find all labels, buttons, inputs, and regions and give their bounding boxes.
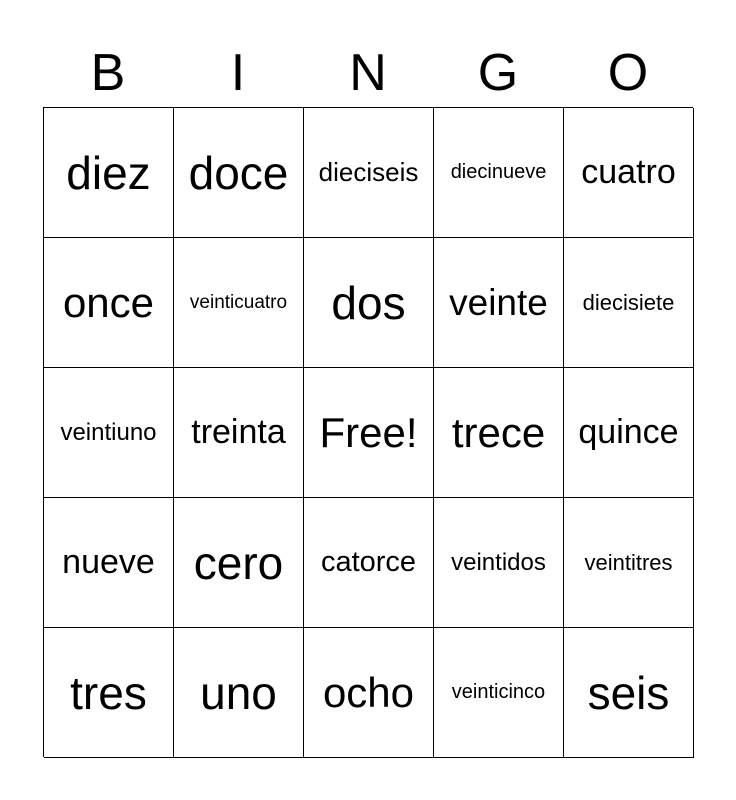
bingo-cell-r2-c5[interactable]: diecisiete [564,238,694,368]
bingo-cell-r2-c1[interactable]: once [44,238,174,368]
bingo-cell-r5-c5[interactable]: seis [564,628,694,758]
bingo-board [43,107,693,757]
header-letter-g: G [477,44,519,102]
bingo-cell-r2-c4[interactable]: veinte [434,238,564,368]
bingo-cell-r3-c1[interactable]: veintiuno [44,368,174,498]
bingo-cell-r1-c5[interactable]: cuatro [564,108,694,238]
bingo-cell-r1-c2[interactable]: doce [174,108,304,238]
bingo-cell-r3-c2[interactable]: treinta [174,368,304,498]
bingo-cell-r3-c5[interactable]: quince [564,368,694,498]
bingo-cell-r5-c1[interactable]: tres [44,628,174,758]
bingo-cell-r1-c4[interactable]: diecinueve [434,108,564,238]
bingo-cell-r2-c2[interactable]: veinticuatro [174,238,304,368]
bingo-cell-r4-c5[interactable]: veintitres [564,498,694,628]
bingo-cell-r2-c3[interactable]: dos [304,238,434,368]
bingo-cell-r3-c4[interactable]: trece [434,368,564,498]
header-letter-i: I [230,44,246,102]
bingo-cell-r5-c2[interactable]: uno [174,628,304,758]
bingo-header [43,40,693,106]
bingo-cell-r4-c4[interactable]: veintidos [434,498,564,628]
bingo-cell-r4-c1[interactable]: nueve [44,498,174,628]
header-letter-o: O [607,44,649,102]
header-letter-b: B [90,44,126,102]
bingo-cell-r4-c2[interactable]: cero [174,498,304,628]
bingo-cell-r3-c3[interactable]: Free! [304,368,434,498]
bingo-cell-r5-c3[interactable]: ocho [304,628,434,758]
header-letter-n: N [349,44,387,102]
bingo-cell-r1-c1[interactable]: diez [44,108,174,238]
bingo-cell-r4-c3[interactable]: catorce [304,498,434,628]
bingo-cell-r1-c3[interactable]: dieciseis [304,108,434,238]
bingo-cell-r5-c4[interactable]: veinticinco [434,628,564,758]
